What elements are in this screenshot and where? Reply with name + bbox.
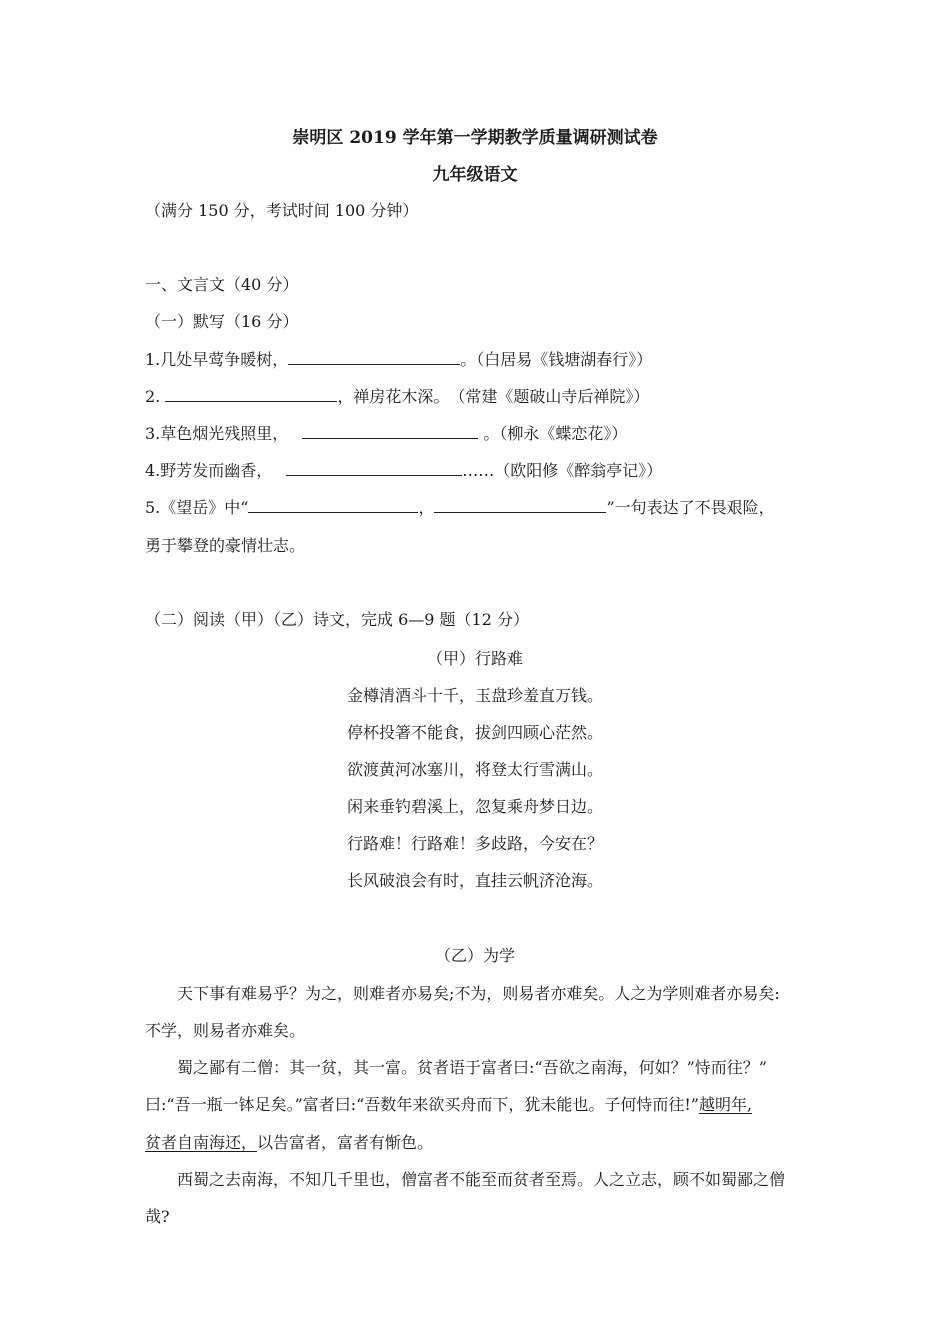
poem-line: 金樽清酒斗十千，玉盘珍羞直万钱。 [346,686,603,705]
poem-line: 欲渡黄河冰塞川，将登太行雪满山。 [346,760,603,779]
q5-answer-blank-2[interactable] [434,497,606,513]
q1-answer-blank[interactable] [288,349,460,365]
underlined-sentence-part-2: 贫者自南海还， [145,1133,258,1152]
q2-answer-blank[interactable] [165,386,337,402]
prose-para-3-line-1: 西蜀之去南海，不知几千里也，僧富者不能至而贫者至焉。人之立志，顾不如蜀鄙之僧 [177,1170,786,1189]
q4-suffix: ……（欧阳修《醉翁亭记》） [462,461,663,480]
q2-suffix: ，禅房花木深。 （常建《题破山寺后禅院》） [337,387,650,406]
prose-text: 以告富者，富者有惭色。 [257,1133,434,1152]
exam-note: （满分 150 分，考试时间 100 分钟） [145,201,419,220]
q5-mid: ， [418,498,435,517]
poem-line: 行路难！行路难！多歧路，今安在？ [346,834,603,853]
question-5-cont: 勇于攀登的豪情壮志。 [145,536,306,555]
q3-suffix: 。（柳永《蝶恋花》） [478,424,628,443]
prose-para-1-line-1: 天下事有难易乎？为之，则难者亦易矣;不为，则易者亦难矣。人之为学则难者亦易矣: [177,984,780,1003]
prose-para-2-line-2 [145,1095,810,1115]
q4-answer-blank[interactable] [286,460,462,476]
part1-heading: （一）默写（16 分） [145,312,299,331]
q2-prefix: 2. [145,387,166,406]
q1-prefix: 1.几处早莺争暖树， [145,350,289,369]
q3-answer-blank[interactable] [302,423,478,439]
poem-title: （甲）行路难 [426,649,523,668]
section-heading: 一、文言文（40 分） [145,275,299,294]
underlined-sentence-part-1: 越明年, [698,1095,753,1114]
question-5 [145,497,775,518]
q5-answer-blank-1[interactable] [248,497,418,513]
prose-para-1-line-2: 不学，则易者亦难矣。 [145,1021,306,1040]
q4-prefix: 4.野芳发而幽香， [145,461,273,480]
q1-suffix: 。（白居易《钱塘湖春行》） [460,350,653,369]
exam-title: 崇明区 2019 学年第一学期教学质量调研测试卷 [292,128,658,148]
question-1 [145,349,652,370]
q3-prefix: 3.草色烟光残照里， [145,424,289,443]
prose-text: 曰:“吾一瓶一钵足矣。”富者曰:“吾数年来欲买舟而下，犹未能也。子何恃而往!” [145,1095,699,1114]
question-3 [145,423,627,444]
question-4 [145,460,662,481]
prose-para-3-line-2: 哉? [145,1207,170,1226]
poem-line: 闲来垂钓碧溪上，忽复乘舟梦日边。 [346,797,603,816]
prose-para-2-line-3 [145,1133,810,1153]
prose-title: （乙）为学 [434,946,515,965]
exam-subtitle: 九年级语文 [432,165,518,185]
poem-line: 停杯投箸不能食，拔剑四顾心茫然。 [346,723,603,742]
part2-heading: （二）阅读（甲）（乙）诗文，完成 6—9 题（12 分） [145,610,529,629]
poem-line: 长风破浪会有时，直挂云帆济沧海。 [346,871,603,890]
question-2 [145,386,649,407]
q5-prefix: 5.《望岳》中“ [145,498,249,517]
q5-suffix: ”一句表达了不畏艰险， [606,498,775,517]
prose-para-2-line-1: 蜀之鄙有二僧：其一贫，其一富。贫者语于富者曰:“吾欲之南海，何如？”恃而往？” [177,1058,767,1077]
